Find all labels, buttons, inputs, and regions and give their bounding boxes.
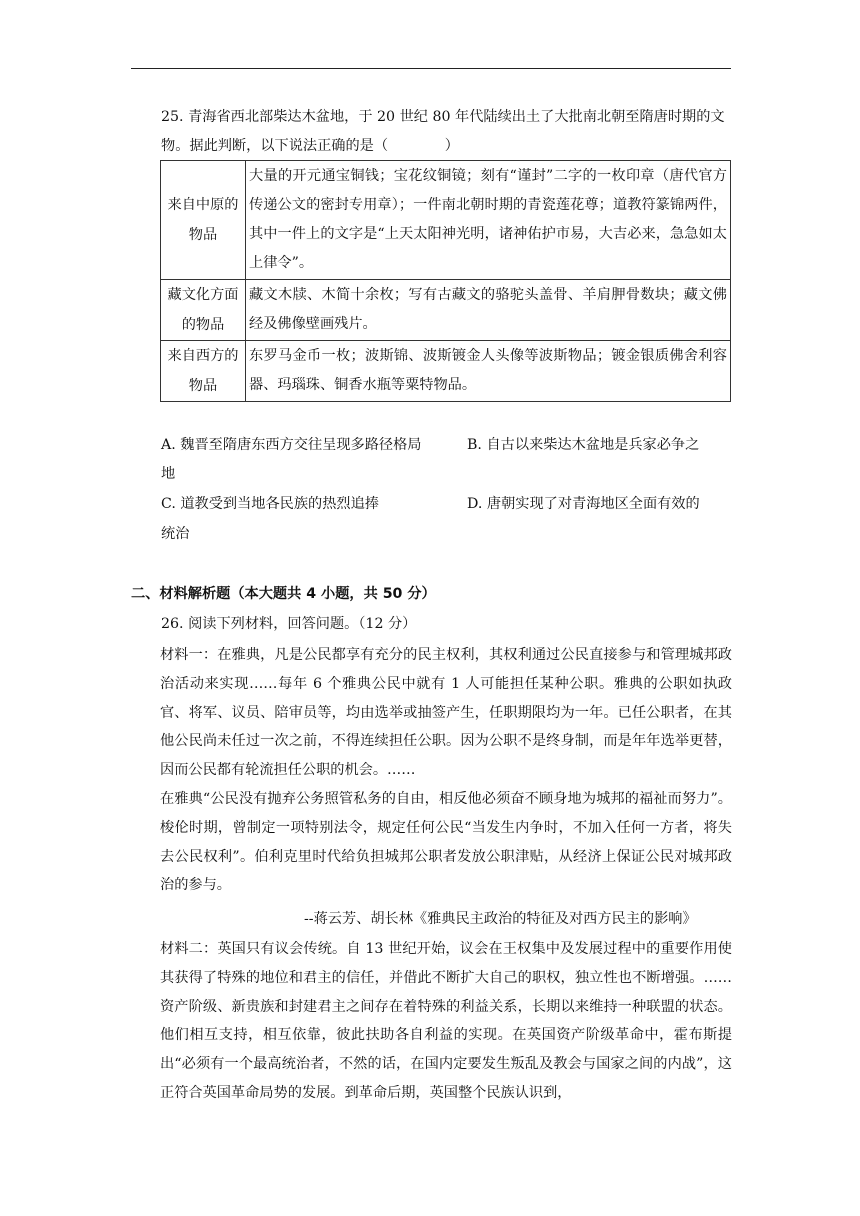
table-row [161,161,731,280]
question-26-stem: 26. 阅读下列材料，回答问题。（12 分） [161,616,417,632]
material-2-paragraph: 材料二：英国只有议会传统。自 13 世纪开始，议会在王权集中及发展过程中的重要作用使其获得了特殊的地位和君主的信任，并借此不断扩大自己的职权，独立性也不断增强。……资产阶级、新贵族和封建君主之间存在着特殊的利益关系，长期以来维持一种联盟的状态。他们相互支持，相互依靠，彼此扶助各自利益的实现。在英国资产阶级革命中，霍布斯提出“必须有一个最高统治者，不然的话，在国内定要发生叛乱及教会与国家之间的内战”，这正符合英国革命局势的发展。到革命后期，英国整个民族认识到， [160,941,732,1101]
citation-1: --蒋云芳、胡长林《雅典民主政治的特征及对西方民主的影响》 [304,911,697,927]
option-a[interactable]: A. 魏晋至隋唐东西方交往呈现多路径格局 [161,437,422,453]
option-a-wrap: 地 [161,466,176,482]
option-d[interactable]: D. 唐朝实现了对青海地区全面有效的 [467,496,700,512]
table-cell-items: 东罗马金币一枚；波斯锦、波斯镀金人头像等波斯物品；镀金银质佛舍利容器、玛瑙珠、铜香水瓶等粟特物品。 [246,341,731,402]
material-1-paragraph-2: 在雅典“公民没有抛弃公务照管私务的自由，相反他必须奋不顾身地为城邦的福祉而努力”。梭伦时期，曾制定一项特别法令，规定任何公民“当发生内争时，不加入任何一方者，将失去公民权利”。伯利克里时代给负担城邦公职者发放公职津贴，从经济上保证公民对城邦政治的参与。 [160,791,732,894]
table-cell-items: 藏文木牍、木简十余枚；写有古藏文的骆驼头盖骨、羊肩胛骨数块；藏文佛经及佛像壁画残片。 [246,280,731,341]
artifact-table [160,160,731,402]
table-cell-category: 来自西方的物品 [161,341,246,402]
option-c[interactable]: C. 道教受到当地各民族的热烈追捧 [161,496,379,512]
table-cell-category: 藏文化方面的物品 [161,280,246,341]
option-b[interactable]: B. 自古以来柴达木盆地是兵家必争之 [467,437,700,453]
table-row [161,280,731,341]
question-25-stem: 25. 青海省西北部柴达木盆地，于 20 世纪 80 年代陆续出土了大批南北朝至隋唐时期的文物。据此判断，以下说法正确的是（ ） [161,109,725,154]
header-rule [131,68,731,69]
section-2-title: 二、材料解析题（本大题共 4 小题，共 50 分） [131,586,436,602]
option-c-wrap: 统治 [161,526,190,542]
table-cell-items: 大量的开元通宝铜钱；宝花纹铜镜；刻有“谨封”二字的一枚印章（唐代官方传递公文的密封专用章）；一件南北朝时期的青瓷莲花尊；道教符篆锦两件，其中一件上的文字是“上天太阳神光明，诸神佑护市易，大吉必来，急急如太上律令”。 [246,161,731,280]
material-1-paragraph-1: 材料一：在雅典，凡是公民都享有充分的民主权利，其权利通过公民直接参与和管理城邦政治活动来实现……每年 6 个雅典公民中就有 1 人可能担任某种公职。雅典的公职如执政官、将军、议员、陪审员等，均由选举或抽签产生，任职期限均为一年。已任公职者，在其他公民尚未任过一次之前，不得连续担任公职。因为公职不是终身制，而是年年选举更替，因而公民都有轮流担任公职的机会。…… [160,647,732,779]
table-row [161,341,731,402]
table-cell-category: 来自中原的物品 [161,161,246,280]
